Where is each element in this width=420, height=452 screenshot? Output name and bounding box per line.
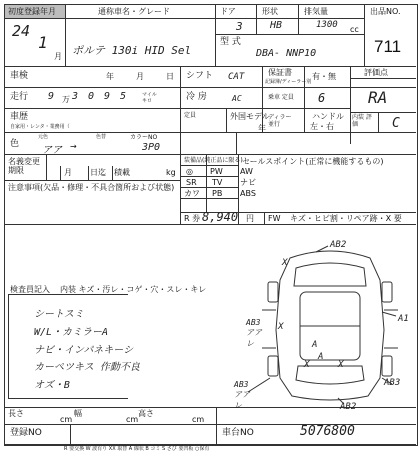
inspector-line-4: カーペツキス 作動不良 [34, 362, 140, 373]
equip-sr: SR [186, 178, 197, 187]
load-capacity-label: 積載 [114, 168, 130, 177]
equip-navi: ナビ [240, 178, 256, 187]
name-grade-label: 通称車名・グレード [98, 7, 170, 16]
model-label: 型 式 [220, 37, 241, 47]
warranty-value: 有・無 [312, 72, 336, 81]
length-cm: cm [60, 415, 73, 424]
color-label: 色 [10, 139, 20, 149]
diagram-mark-2: X [278, 322, 284, 332]
width-cm: cm [126, 415, 139, 424]
doors-label: ドア [220, 7, 236, 16]
recycle-label: R 券 [184, 214, 201, 223]
diagram-mark-5: X [304, 360, 310, 370]
diagram-label-left-front: AB3 アアレ [246, 318, 262, 348]
equip-leather: カワ [184, 189, 200, 198]
first-reg-label: 初度登録年月 [8, 7, 56, 16]
grade-value: RA [368, 88, 388, 107]
mileage-digit-5: 5 [120, 91, 127, 102]
diagram-label-rear: AB2 [340, 402, 357, 412]
man-unit: 万 [62, 95, 70, 104]
color-arrow: → [70, 142, 77, 151]
lot-label: 出品NO. [370, 7, 401, 16]
history-options: 自家用・レンタ・業務用（ [10, 124, 70, 130]
shift-value: CAT [228, 72, 245, 82]
model-value: DBA- NNP10 [256, 48, 317, 59]
diagram-mark-3: A [312, 340, 318, 350]
month-unit: 月 [54, 52, 62, 61]
ac-value: AC [232, 94, 242, 103]
warranty-label: 保証書 [268, 68, 292, 77]
shift-label: シフト [186, 71, 214, 81]
grade-label: 評価点 [364, 68, 388, 77]
diagram-label-front: AB2 [330, 240, 347, 250]
mileage-label: 走行 [10, 92, 29, 102]
height-cm: cm [192, 415, 205, 424]
inspector-line-2: W/L・カミラーA [34, 327, 109, 338]
inspector-line-5: オズ・B [34, 380, 70, 391]
warranty-sub: 記録簿/ディーラー別 [265, 79, 312, 85]
handle-value: 左・右 [310, 122, 334, 131]
color-code-value: 3P0 [142, 142, 161, 153]
capacity-label: 定員 [184, 112, 197, 119]
legend: R 要交換 W 波有り XX 取替 A 線状 B コミ S さび 要凹板 ○保有 [64, 446, 210, 452]
diagram-mark-6: X [338, 360, 344, 370]
original-color-label: 元色 [38, 134, 49, 140]
shape-value: HB [270, 20, 283, 31]
inspection-day-unit: 日 [166, 72, 174, 81]
mileage-digit-4: 9 [104, 91, 111, 102]
mileage-digit-3: 0 [88, 91, 95, 102]
color-value: アア [42, 145, 62, 156]
owner-change-label: 名義変更 期限 [8, 157, 40, 175]
mileage-digit-2: 3 [72, 91, 79, 102]
displacement-label: 排気量 [304, 7, 328, 16]
inspector-line-1: シートスミ [34, 309, 84, 320]
owner-day-unit: 日迄 [90, 168, 106, 177]
equip-pw: PW [210, 167, 223, 176]
mileage-digit-1: 9 [48, 91, 55, 102]
owner-month-unit: 月 [64, 168, 72, 177]
width-label: 幅 [74, 409, 82, 418]
displacement-value: 1300 [316, 20, 338, 30]
interior-label: 内装 評価 [352, 114, 372, 128]
equipment-title: 装備品(純正品に限る) [184, 157, 243, 164]
diagram-label-right-rear: AB3 [384, 378, 401, 388]
interior-value: C [392, 116, 400, 131]
recycle-value: 8,940 [202, 210, 239, 224]
color-code-label: カラーNO [130, 134, 158, 141]
shape-label: 形状 [262, 7, 278, 16]
inspection-label: 車検 [10, 71, 29, 81]
seats-value: 6 [318, 91, 326, 105]
sales-point-label: セールスポイント(正常に機能するもの) [242, 157, 384, 166]
inspector-title: 検査員記入 [10, 285, 50, 294]
diagram-label-right: A1 [398, 314, 409, 324]
diagram-label-left-rear: AB3 アアレ [234, 380, 250, 410]
diagram-mark-1: X [282, 258, 288, 268]
handle-label: ハンドル [312, 112, 344, 121]
equip-pb: PB [212, 189, 223, 198]
car-name-value: ポルテ 130i HID Sel [72, 44, 192, 57]
equip-aw: AW [240, 167, 253, 176]
km-unit: マイル キロ [142, 92, 157, 104]
lot-number: 711 [374, 37, 402, 56]
inspector-options: 内装 キズ・汚レ・コゲ・穴・スレ・キレ [60, 285, 207, 294]
frame-no-value: 5076800 [300, 424, 355, 439]
dealer-label: ディラー 並行 [268, 114, 292, 128]
fw-label: FW [268, 214, 281, 223]
import-value: 年 [258, 124, 266, 133]
month-value: 1 [38, 33, 48, 52]
displacement-unit: cc [350, 25, 359, 34]
color-change-label: 色替 [96, 134, 107, 140]
recycle-unit: 円 [246, 214, 254, 223]
kg-unit: kg [166, 168, 176, 177]
equip-tv: TV [212, 178, 223, 187]
seats-label: 乗車 定員 [268, 94, 294, 101]
equip-sr-circled: ◎ [186, 167, 193, 176]
inspection-year-unit: 年 [106, 72, 114, 81]
length-label: 長さ [8, 409, 24, 418]
reg-no-label: 登録NO [10, 428, 42, 438]
year-value: 24 [12, 22, 31, 40]
frame-no-label: 車台NO [222, 428, 254, 438]
doors-value: 3 [236, 20, 243, 33]
ac-label: 冷 房 [186, 92, 207, 102]
damage-label: キズ・ヒビ割・リペア跡・X 要 [290, 214, 402, 223]
height-label: 高さ [138, 409, 154, 418]
history-label: 車歴 [10, 112, 29, 122]
notes-title: 注意事項(欠品・修理・不具合箇所および状態) [8, 183, 175, 192]
equip-abs: ABS [240, 189, 256, 198]
diagram-mark-4: A [318, 352, 324, 362]
inspection-month-unit: 月 [136, 72, 144, 81]
import-label: 外国モデル [230, 112, 270, 121]
inspector-line-3: ナビ・インパネキーシ [34, 345, 134, 356]
